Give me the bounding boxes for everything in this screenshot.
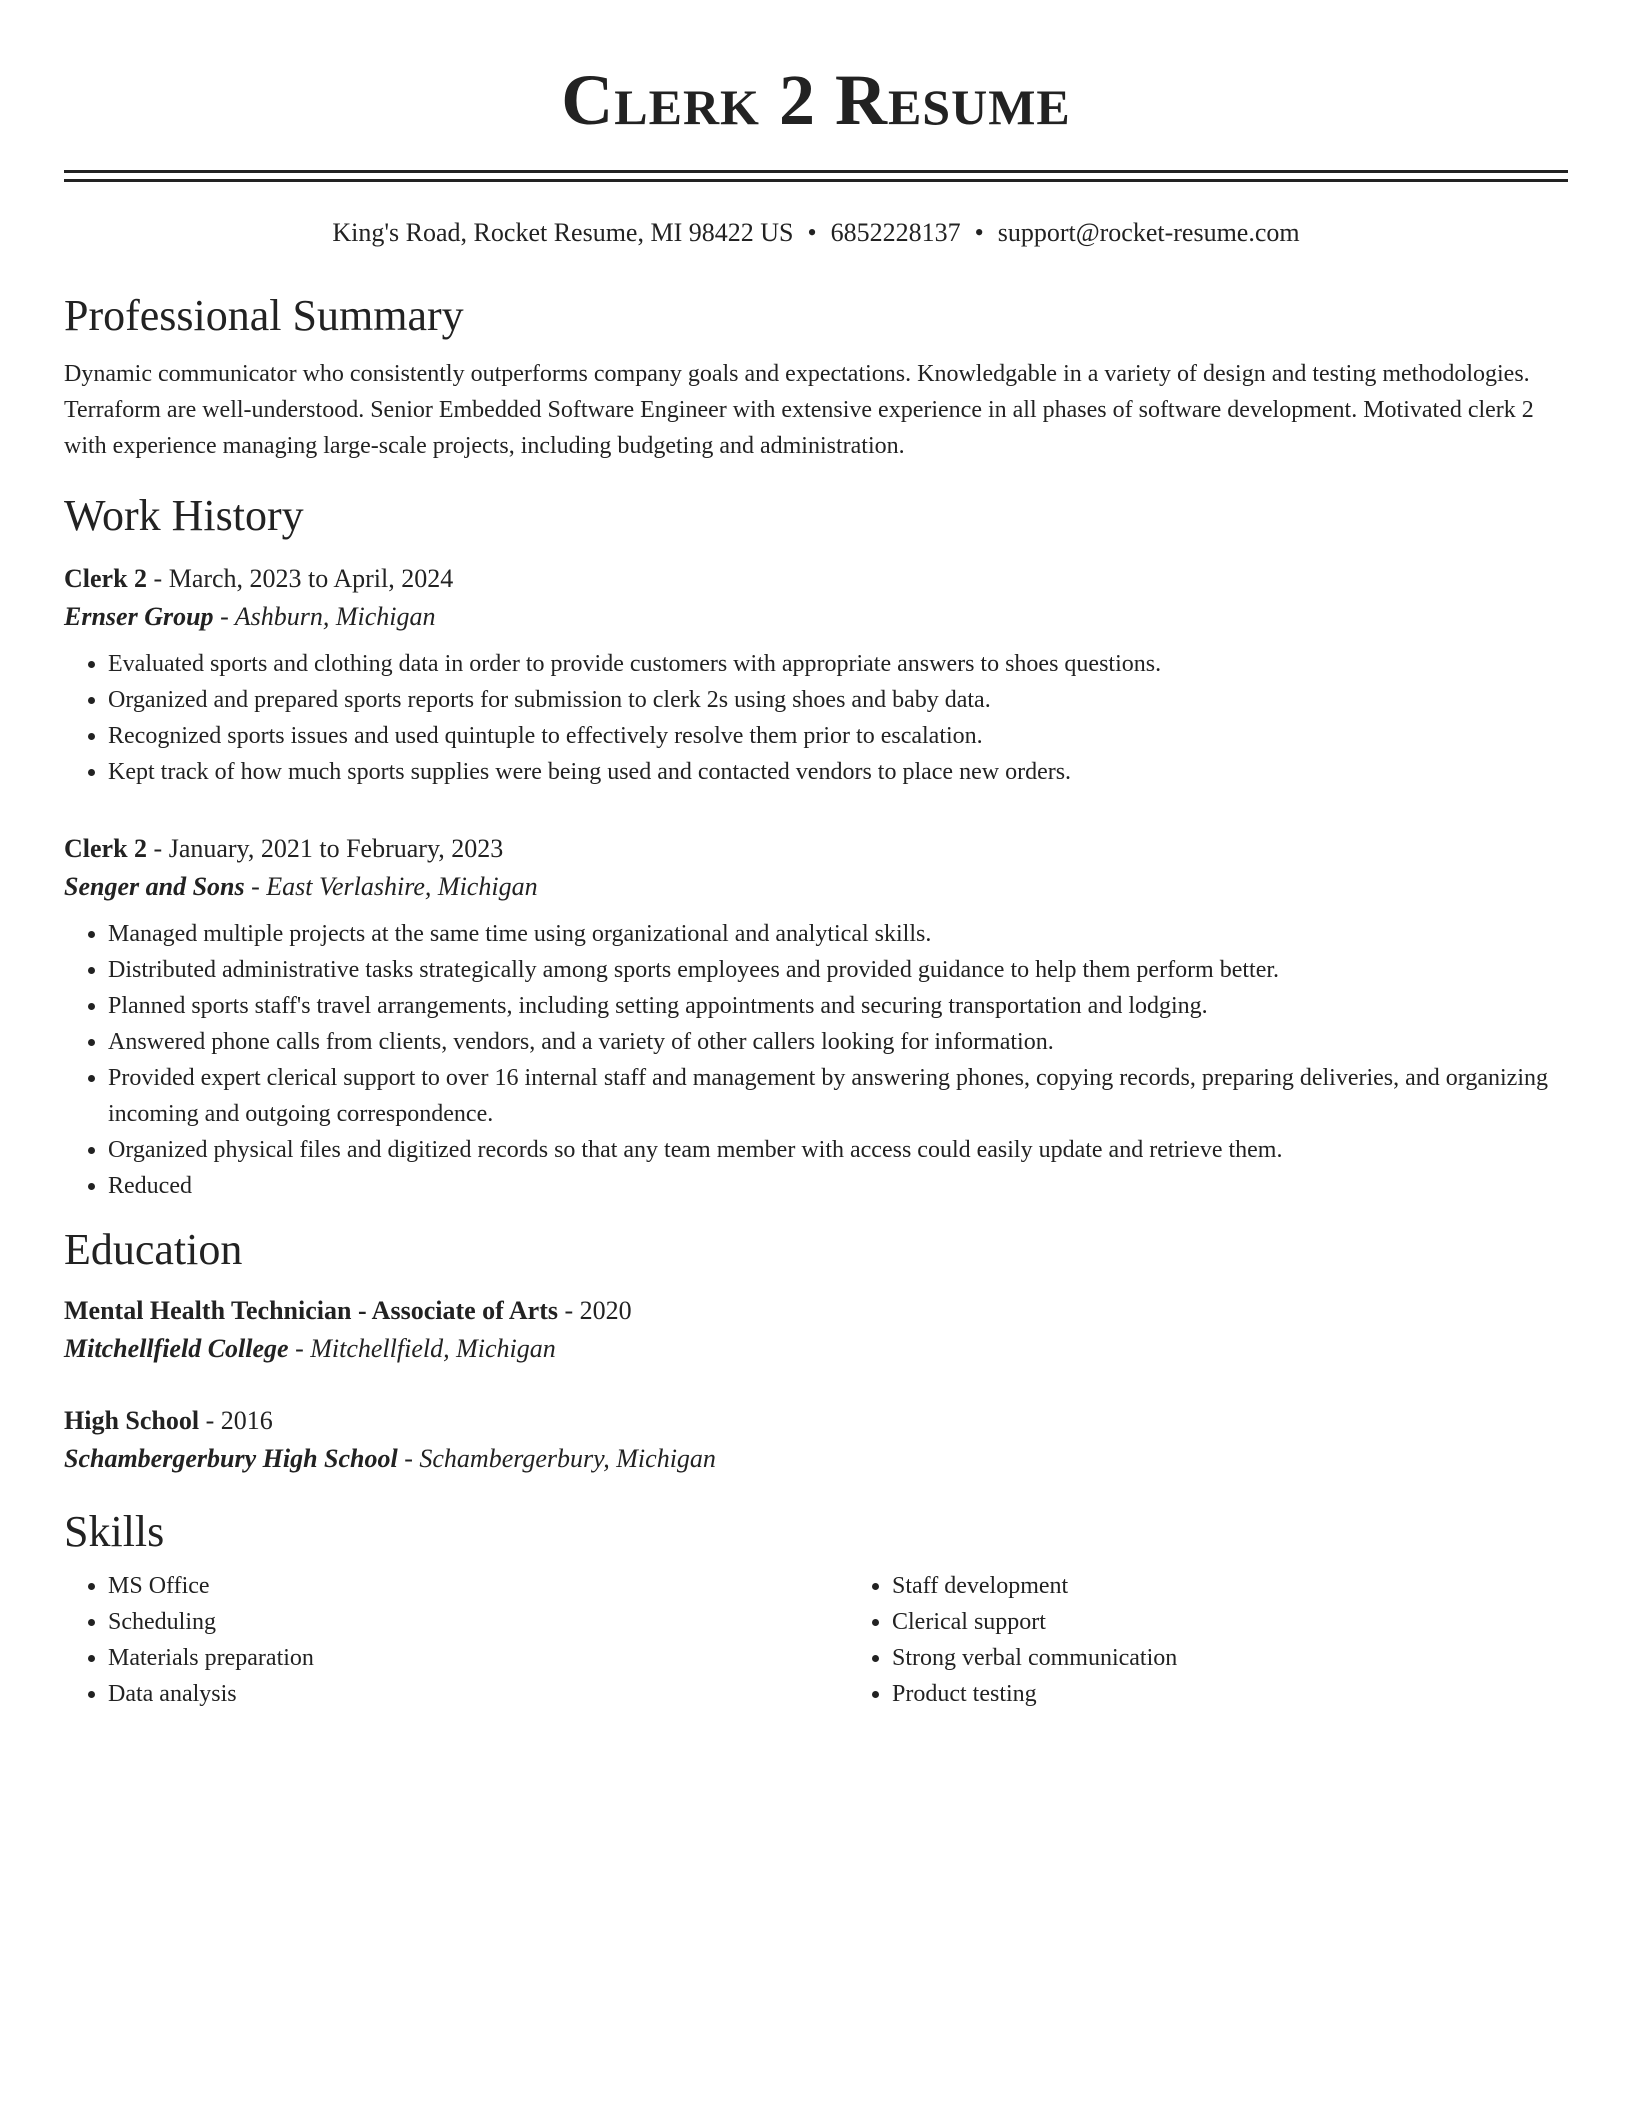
education-degree-line: [64, 1402, 1568, 1440]
job-title-line: [64, 830, 1568, 868]
job-company: Ernser Group: [64, 602, 214, 631]
education-school: Mitchellfield College: [64, 1334, 289, 1363]
skills-list-right: [848, 1568, 1568, 1712]
job-duty: • Organized physical files and digitized records so that any team member with access could easily update and retrieve them.: [108, 1132, 1568, 1168]
skill-item: • Clerical support: [892, 1604, 1568, 1640]
skill-item: • Product testing: [892, 1676, 1568, 1712]
job-duty: • Organized and prepared sports reports for submission to clerk 2s using shoes and baby data.: [108, 682, 1568, 718]
job-duties-list: [64, 916, 1568, 1204]
contact-separator: •: [974, 218, 984, 247]
job-duties-list: [64, 646, 1568, 790]
job-company-line: [64, 868, 1568, 906]
contact-phone: 6852228137: [830, 218, 961, 247]
education-degree-line: [64, 1292, 1568, 1330]
education-degree: High School: [64, 1406, 200, 1435]
education-location: - Mitchellfield, Michigan: [288, 1334, 556, 1363]
job-duty: • Planned sports staff's travel arrangements, including setting appointments and securing transportation and lodging.: [108, 988, 1568, 1024]
work-history-heading: Work History: [64, 491, 304, 540]
job-title: Clerk 2: [64, 834, 148, 863]
title-rule-top: [64, 170, 1568, 173]
education-location: - Schambergerbury, Michigan: [397, 1444, 716, 1473]
education-heading: Education: [64, 1225, 243, 1274]
education-degree: Mental Health Technician - Associate of Arts: [64, 1296, 558, 1325]
skill-item: • MS Office: [108, 1568, 848, 1604]
skill-item: • Materials preparation: [108, 1640, 848, 1676]
job-company: Senger and Sons: [64, 872, 245, 901]
contact-line: [64, 216, 1568, 250]
job-dates: - January, 2021 to February, 2023: [147, 834, 504, 863]
contact-separator: •: [807, 218, 817, 247]
skills-heading: Skills: [64, 1507, 165, 1556]
education-school-line: [64, 1330, 1568, 1368]
skill-item: • Strong verbal communication: [892, 1640, 1568, 1676]
skills-list-left: [64, 1568, 848, 1712]
skill-item: • Staff development: [892, 1568, 1568, 1604]
education-school: Schambergerbury High School: [64, 1444, 398, 1473]
skill-item: • Scheduling: [108, 1604, 848, 1640]
job-duty: • Managed multiple projects at the same time using organizational and analytical skills.: [108, 916, 1568, 952]
title-rule-bottom: [64, 179, 1568, 182]
education-entry: [64, 1292, 1568, 1368]
education-school-line: [64, 1440, 1568, 1478]
job-duty: • Evaluated sports and clothing data in order to provide customers with appropriate answers to shoes questions.: [108, 646, 1568, 682]
job-title: Clerk 2: [64, 564, 148, 593]
skill-item: • Data analysis: [108, 1676, 848, 1712]
job-duty: • Provided expert clerical support to over 16 internal staff and management by answering phones, copying records, preparing deliveries, and organizing incoming and outgoing correspondence.: [108, 1060, 1568, 1132]
education-year: - 2020: [557, 1296, 632, 1325]
job-duty: • Reduced: [108, 1168, 1568, 1204]
job-dates: - March, 2023 to April, 2024: [147, 564, 454, 593]
contact-email: support@rocket-resume.com: [997, 218, 1300, 247]
job-duty: • Answered phone calls from clients, vendors, and a variety of other callers looking for information.: [108, 1024, 1568, 1060]
job-duty: • Kept track of how much sports supplies were being used and contacted vendors to place new orders.: [108, 754, 1568, 790]
job-entry: [64, 560, 1568, 790]
skills-columns: [64, 1568, 1568, 1712]
job-location: - Ashburn, Michigan: [213, 602, 436, 631]
job-entry: [64, 830, 1568, 1204]
resume-title: Clerk 2 Resume: [561, 60, 1071, 140]
education-year: - 2016: [199, 1406, 273, 1435]
job-duty: • Recognized sports issues and used quintuple to effectively resolve them prior to escalation.: [108, 718, 1568, 754]
contact-address: King's Road, Rocket Resume, MI 98422 US: [332, 218, 794, 247]
job-company-line: [64, 598, 1568, 636]
summary-heading: Professional Summary: [64, 291, 464, 340]
summary-text: Dynamic communicator who consistently outperforms company goals and expectations. Knowledgable in a variety of design and testing methodologies. Terraform are well-understood. Senior Embedded Software Engineer with extensive experience in all phases of software development. Motivated clerk 2 with experience managing large-scale projects, including budgeting and administration.: [64, 361, 1534, 459]
education-entry: [64, 1402, 1568, 1478]
job-location: - East Verlashire, Michigan: [244, 872, 538, 901]
job-duty: • Distributed administrative tasks strategically among sports employees and provided guidance to help them perform better.: [108, 952, 1568, 988]
job-title-line: [64, 560, 1568, 598]
